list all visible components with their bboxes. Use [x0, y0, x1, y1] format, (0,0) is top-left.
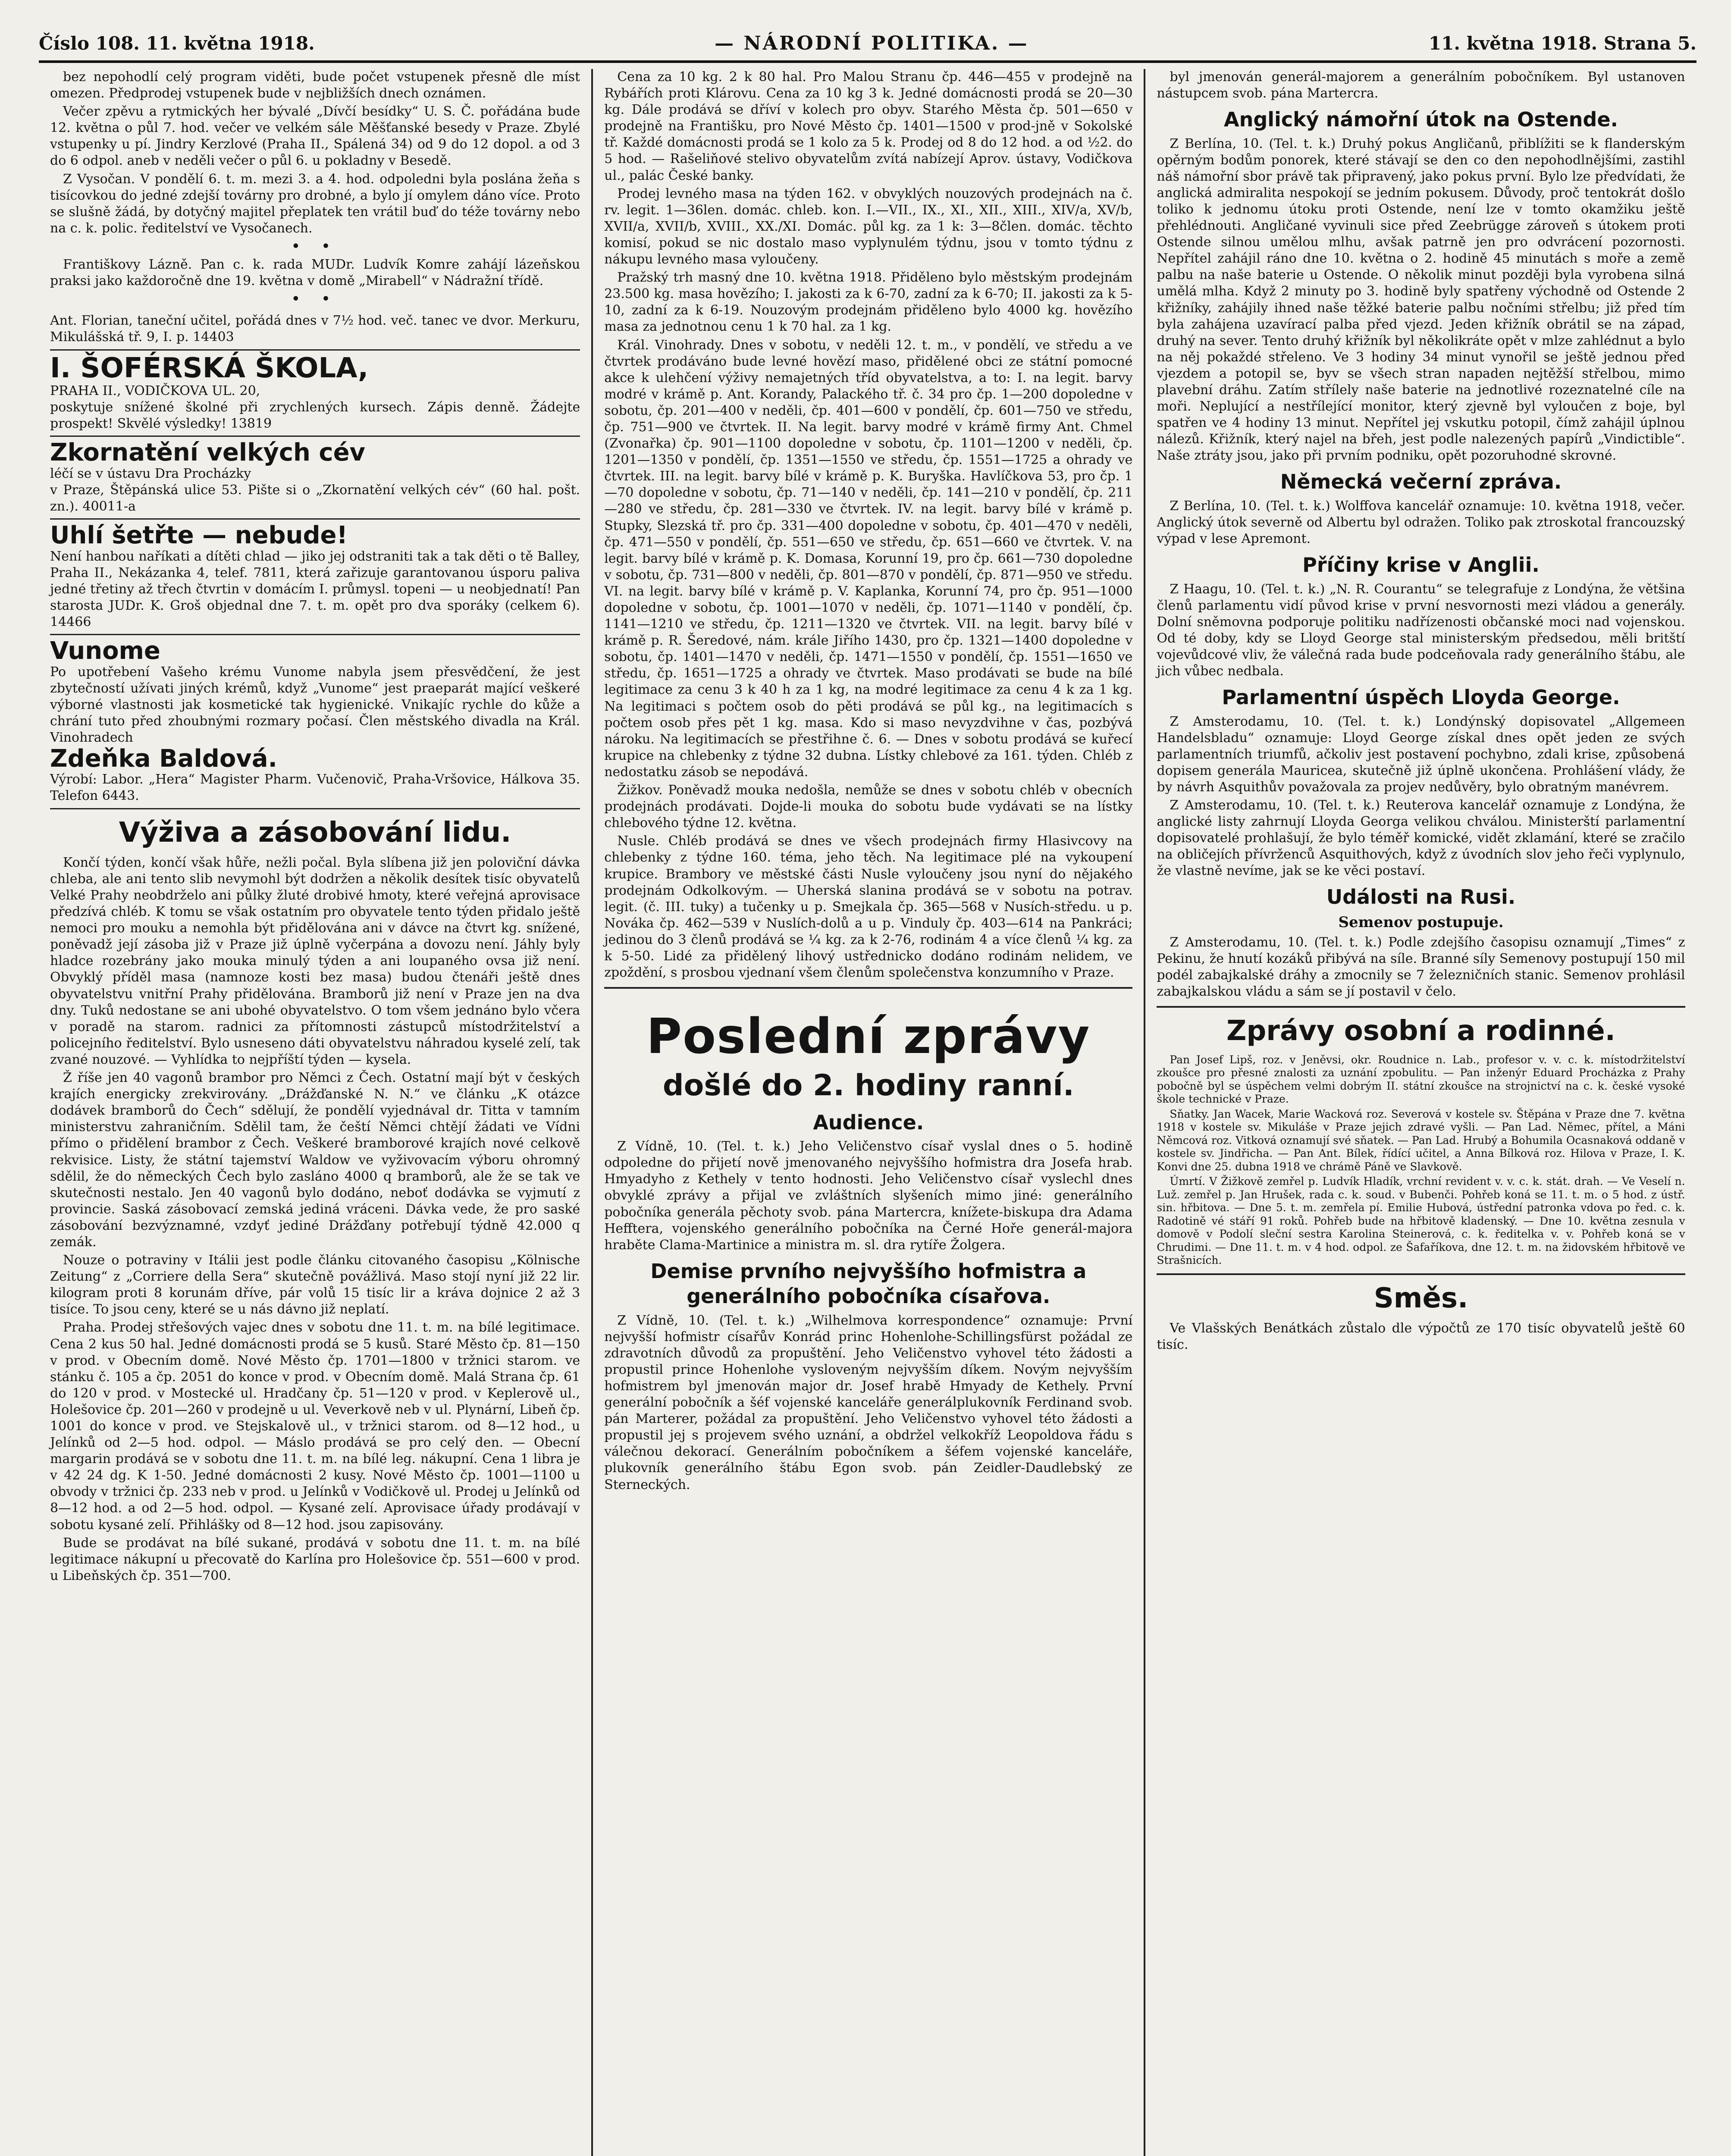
- ad-text: poskytuje snížené školné při zrychlených kursech. Zápis denně. Žádejte prospekt! Skvělé výsledky! 13819: [50, 399, 580, 431]
- ad-signature: Zdeňka Baldová.: [50, 744, 277, 773]
- paragraph: Nusle. Chléb prodává se dnes ve všech prodejnách firmy Hlasivcovy na chlebenky z týdne 160. téma, jeho těch. Na legitimace plé na vykoupení krupice. Brambory ve městské části Nusle vyloučeny jsou nyní do nějakého prodejnám Odkolkovým. — Uherská slanina prodává se v sobotu na potrav. legit. (č. III. tuky) a tučenky u p. Smejkala čp. 365—568 v Nusích-středu. u p. Nováka čp. 462—539 v Nuslích-dolů a u p. Vinduly čp. 403—614 na Pankráci; jedinou do 3 členů prodává se ¼ kg. za k 2-76, rodinám 4 a více členů ¼ kg. za k 5-50. Lidé za přidělený lihový ustřednicko dodáno rodinám nelidem, ve zpoždění, s prosbou vjednaní všem členům společenstva konzumního v Praze.: [604, 834, 1133, 981]
- column-2: [591, 69, 1144, 2156]
- paragraph: Sňatky. Jan Wacek, Marie Wacková roz. Severová v kostele sv. Štěpána v Praze dne 7. května 1918 v kostele sv. Mikuláše v Praze jejich zdravé vyšli. — Pan Lad. Němec, přítel, a Máni Němcová roz. Vitková oznamují své sňatek. — Pan Lad. Hrubý a Bohumila Ocasnaková oddaně v kostele sv. Jindřicha. — Pan Ant. Bílek, řídící učitel, a Anna Bílková roz. Hilova v Praze, I. K. Konvi dne 25. dubna 1918 ve chrámě Páně ve Slavkově.: [1157, 1107, 1685, 1173]
- divider: [1157, 1273, 1685, 1275]
- paragraph: Z Berlína, 10. (Tel. t. k.) Druhý pokus Angličanů, přiblížiti se k flanderským opěrným bodům ponorek, které stávají se den co den nepohodlnějšími, zastihl náš námořní sbor právě tak připravený, jako pokus první. Bylo lze předvídati, že anglická admiralita nespokojí se jedním pokusem. Důvody, proč tentokrát došlo toliko k jednomu útoku proti Ostende, není lze v tomto okamžiku ještě přehlédnouti. Angličané vyvinuli sice před Zeebrügge zároveň s útokem proti Ostende silnou umělou mlhu, avšak patrně jen pro odvrácení pozornosti. Nepřítel zahájil ráno dne 10. května o 2. hodině 45 minutách s moře a země palbu na naše baterie u Ostende. O několik minut později byla vyrobena silná umělá mlha. Když 2 minuty po 3. hodině byly spatřeny východně od Ostende 2 křižníky, zahájily ihned naše těžké baterie palbu nočními střelbu; již před tím byla zahájena uzavírací palba před vjezd. Jeden křižník obrátil se na západ, druhý na sever. Tento druhý křižník byl několikráte opět v mlze zahlédnut a bylo na něj pokaždé střeleno. Ve 3 hodiny 34 minut vynořil se ještě jednou před vjezdem a potopil se, byv se všech stran napaden nejtěžší střelbou, mimo plavební dráhu. Zatím střílely naše baterie na jednotlivé rozeznatelné cíle na moři. Neplující a nestřílející monitor, který zjevně byl vyloučen z boje, byl spatřen ve 4 hodiny 13 minut. Nepřítel jej vskutku potopil, čímž zahájil úplnou nálezů. Křižník, který najel na břeh, jest podle nalezených papírů „Vindictible“. Naše ztráty jsou, jako při prvním podniku, opět pozoruhodné skrovné.: [1157, 136, 1685, 464]
- page-header: [39, 30, 1697, 63]
- ad-title: Vunome: [50, 637, 160, 665]
- latest-news-heading: Poslední zprávy: [646, 1009, 1091, 1065]
- header-date-page: 11. května 1918. Strana 5.: [1428, 32, 1697, 54]
- article-heading: Parlamentní úspěch Lloyda George.: [1222, 686, 1620, 709]
- ad-subtitle: léčí se v ústavu Dra Procházky: [50, 466, 251, 481]
- paragraph: Cena za 10 kg. 2 k 80 hal. Pro Malou Stranu čp. 446—455 v prodejně na Rybářích proti Klárovu. Cena za 10 kg 3 k. Jedné domácnosti prodá se 20—30 kg. Dále prodává se dříví v kolech pro obyv. Starého Města čp. 501—650 v prodejně na Františku, pro Nové Město čp. 1401—1500 v prod-jně v Sokolské tř. Každé domácnosti prodá se 1 kolo za 5 k. Prodej od 8 do 12 hod. a od ½2. do 5 hod. — Rašeliňové stelivo obyvatelům zvítá nabízejí Aprov. ústavy, Vodičkova ul., palác České banky.: [604, 69, 1133, 183]
- paragraph: Z Amsterodamu, 10. (Tel. t. k.) Podle zdejšího časopisu oznamují „Times“ z Pekinu, že hnutí kozáků přibývá na síle. Branné síly Semenovy postupují 150 mil podél zabajkalské dráhy a zmocnily se 7 železničních stanic. Semenov prohlásil zabajkalskou vládu a sám se jí postavil v čelo.: [1157, 935, 1685, 1000]
- masthead-title: — NÁRODNÍ POLITIKA. —: [715, 32, 1029, 54]
- paragraph: Bude se prodávat na bílé sukané, prodává v sobotu dne 11. t. m. na bílé legitimace nákupní u přecovatě do Karlína pro Holešovice čp. 551—600 v prod. u Libeňských čp. 351—700.: [50, 1535, 580, 1583]
- ad-title: Uhlí šetřte — nebude!: [50, 521, 348, 550]
- paragraph: Z Amsterodamu, 10. (Tel. t. k.) Londýnský dopisovatel „Allgemeen Handelsbladu“ oznamuje: Lloyd George získal dnes opět jeden ze svých parlamentních triumfů, ačkoliv jest postavení pochybno, zdali krise, způsobená dopisem generála Mauricea, skutečně již úplně ukončena. Prohlášení vlády, že by návrh Asquithův považovala za projev nedůvěry, bylo obratným manévrem.: [1157, 714, 1685, 795]
- paragraph: Z Berlína, 10. (Tel. t. k.) Wolffova kancelář oznamuje: 10. května 1918, večer. Anglický útok severně od Albertu byl odražen. Toliko pak ztroskotal francouzský výpad v lese Apremont.: [1157, 498, 1685, 547]
- paragraph: Pražský trh masný dne 10. května 1918. Přiděleno bylo městským prodejnám 23.500 kg. masa hovězího; I. jakosti za k 6-70, zadní za k 6-70; II. jakosti za k 5-10, zadní za k 6-19. Nouzovým prodejnám přiděleno bylo 4000 kg. hovězího masa za jednotnou cenu 1 k 70 hal. za 1 kg.: [604, 270, 1133, 335]
- columns: [39, 69, 1697, 2156]
- ad-text: Ant. Florian, taneční učitel, pořádá dnes v 7½ hod. več. tanec ve dvor. Merkuru, Mikulášská tř. 9, I. p. 14403: [50, 313, 580, 345]
- article-heading: Demise prvního nejvyššího hofmistra a generálního pobočníka císařova.: [650, 1259, 1087, 1308]
- paragraph: Ž říše jen 40 vagonů brambor pro Němci z Čech. Ostatní mají být v českých krajích energicky zrekvirovány. „Drážďanské N. N.“ ve článku „K otázce dodávek bramborů do Čech“ sdělují, že pondělí vyjednával dr. Titta v tamním ministerstvu zahraničním. Sdělil tam, že čeští Němci chtějí žádati ve Vídni přímo o přidělení brambor z Čech. Veškeré bramborové krajích nové celkově rekvisice. Listy, že státní tajemství Waldow ve vyživovacím výboru ohromný sdělil, že do německých Čech bylo zasláno 4000 q bramborů, ale že se tak ve skutečnosti nestalo. Jen 40 vagonů bylo dodáno, neboť dodávka se vyjmutí z provincie. Saská zásobovací zemská jediná vráceni. Dávka vede, že pro saské zásobování bezvýznamné, vzdyť jediné Drážďany potřebují týdně 42.000 q zemák.: [50, 1070, 580, 1250]
- paragraph: Ve Vlašských Benátkách zůstalo dle výpočtů ze 170 tisíc obyvatelů ještě 60 tisíc.: [1157, 1320, 1685, 1353]
- article-subheading: Semenov postupuje.: [1338, 913, 1504, 931]
- ad-text: Po upotřebení Vašeho krému Vunome nabyla jsem přesvědčení, že jest zbytečností užívati jiných krémů, když „Vunome“ jest praeparát mající veškeré výborné vlastnosti jak kosmetické tak hygienické. Vnikajíc rychle do kůže a chrání tuto před zhoubnými rozmary počasí. Člen městského divadla na Král. Vinohradech: [50, 664, 580, 746]
- divider: [1157, 1006, 1685, 1008]
- section-heading: Směs.: [1374, 1282, 1468, 1314]
- section-heading: Zprávy osobní a rodinné.: [1226, 1015, 1615, 1047]
- paragraph: Úmrtí. V Žižkově zemřel p. Ludvík Hladík, vrchní revident v. v. c. k. stát. drah. — Ve Veselí n. Luž. zemřel p. Jan Hrušek, rada c. k. soud. v Bubenči. Pohřeb koná se 11. t. m. o 5 hod. z ústř. sin. hřbitova. — Dne 5. t. m. zemřela pí. Emilie Hubová, ústřední patronka vdova po řed. c. k. Radotině vé stáří 91 roků. Pohřeb bude na hřbitově kladenský. — Dne 10. května zesnula v domově v Podolí sleční sestra Karolina Steinerová, c. k. ředitelka v. v. Pohřeb koná se v Chrudimi. — Dne 11. t. m. v 4 hod. odpol. ze Šafaříkova, dne 12. t. m. na židovském hřbitově ve Strašnicích.: [1157, 1175, 1685, 1267]
- column-3: [1144, 69, 1696, 2156]
- latest-news-subheading: došlé do 2. hodiny ranní.: [662, 1069, 1074, 1103]
- paragraph: Král. Vinohrady. Dnes v sobotu, v neděli 12. t. m., v pondělí, ve středu a ve čtvrtek prodáváno bude levné hovězí maso, přidělené obci ze státní pomocné akce k ulehčení výživy nemajetných tříd obyvatelstva, a to: I. na legit. barvy modré v krámě p. Ant. Korandy, Palackého tř. č. 34 pro čp. 1—200 dopoledne v sobotu, čp. 201—400 v neděli, čp. 401—600 v pondělí, čp. 601—750 ve středu, čp. 751—900 ve čtvrtek. II. Na legit. barvy modré v krámě firmy Ant. Chmel (Zvonařka) čp. 901—1100 dopoledne v sobotu, čp. 1101—1200 v neděli, čp. 1201—1350 v pondělí, čp. 1351—1550 ve středu, čp. 1551—1725 a ohrady ve čtvrtek. III. na legit. barvy bílé v krámě p. K. Buryška. Havlíčkova 53, pro čp. 1—70 dopoledne v sobotu, čp. 71—140 v neděli, čp. 141—210 v pondělí, čp. 211—280 ve středu, čp. 281—330 ve čtvrtek. IV. na legit. barvy bílé v krámě p. Stupky, Slezská tř. pro čp. 331—400 dopoledne v sobotu, čp. 401—470 v neděli, čp. 471—550 v pondělí, čp. 551—650 ve středu, čp. 651—660 ve čtvrtek. V. na legit. barvy bílé v krámě p. K. Domasa, Korunní 19, pro čp. 661—730 dopoledne v sobotu, čp. 731—800 v neděli, čp. 801—870 v pondělí, čp. 871—950 ve středu. VI. na legit. barvy bílé v krámě p. V. Kaplanka, Korunní 74, pro čp. 951—1000 dopoledne v sobotu, čp. 1001—1070 v neděli, čp. 1071—1140 v pondělí, čp. 1141—1210 ve středu, čp. 1211—1320 ve čtvrtek. VII. na legit. barvy bílé v krámě p. R. Šeredové, nám. krále Jiřího 1430, pro čp. 1321—1400 dopoledne v sobotu, čp. 1401—1470 v neděli, čp. 1471—1550 v pondělí, čp. 1551—1650 ve středu, čp. 1651—1725 a ohrady ve čtvrtek. Maso prodávati se bude na bílé legitimace za cenu 3 k 40 h za 1 kg, na modré legitimace za cenu 4 k za 1 kg. Na legitimaci s počtem osob do pěti prodává se půl kg., na legitimacích s počtem osob přes pět 1 kg. masa. Kdo si maso nevyzdvihne v čas, pozbývá nároku. Na legitimacích se přestřihne č. 6. — Dnes v sobotu prodává se kuřecí krupice na chlebenky z týdne 32 dubna. Lístky chlebové za 161. týden. Chléb z nedostatku zásob se nepodává.: [604, 337, 1133, 780]
- paragraph: Z Vysočan. V pondělí 6. t. m. mezi 3. a 4. hod. odpoledni byla poslána žeňa s tisícovkou do jedné zdejší továrny pro drobné, a bylo jí omylem dáno více. Proto se slušně žádá, by dotyčný majitel přeplatek ten vrátil buď do téže továrny nebo na c. k. polic. ředitelství ve Vysočanech.: [50, 171, 580, 236]
- ad-uhli: [50, 520, 580, 635]
- article-heading: Události na Rusi.: [1326, 885, 1516, 909]
- separator: • •: [292, 238, 339, 254]
- personal-notes: [1157, 1053, 1685, 1267]
- paragraph: Nouze o potraviny v Itálii jest podle článku citovaného časopisu „Kölnische Zeitung“ z „Corriere della Sera“ skutečně povážlivá. Maso stojí nyní již 22 lir. kilogram proti 8 korunám dříve, pár volů 15 tisíc lir a kráva dojnice 2 až 3 tisíce. To jsou ceny, které se u nás dávno již neplatí.: [50, 1253, 580, 1317]
- ad-florian: [50, 309, 580, 350]
- paragraph: Z Haagu, 10. (Tel. t. k.) „N. R. Courantu“ se telegrafuje z Londýna, že většina členů parlamentu vidí původ krise v první nesvornosti mezi vládou a generály. Dolní sněmovna podporuje politiku nadřízenosti občanské moci nad vojenskou. Od té doby, kdy se Lloyd George stal ministerským předsedou, měli britští vojevůdcové vliv, že válečná rada bude podceňovala rady generálního štábu, ale jich vůbec nedbala.: [1157, 581, 1685, 679]
- paragraph: bez nepohodlí celý program viděti, bude počet vstupenek přesně dle míst omezen. Předprodej vstupenek bude v nejbližších dnech oznámen.: [50, 69, 580, 101]
- paragraph: Pan Josef Lipš, roz. v Jeněvsi, okr. Roudnice n. Lab., profesor v. v. c. k. místodržitelství zkoušce pro přesné znalosti za uznání zpobulitu. — Pan inženýr Eduard Procházka z Prahy pobočně byl se úspěchem velmi dobrým II. státní zkoušce na strojnictví na c. k. české vysoké škole technické v Praze.: [1157, 1053, 1685, 1106]
- paragraph: Prodej levného masa na týden 162. v obvyklých nouzových prodejnách na č. rv. legit. 1—36len. domác. chleb. kon. I.—VII., IX., XI., XII., XIII., XIV/a, XV/b, XVII/a, XVII/b, XVIII., XX./XI. Domác. půl kg. za 1 k: 3—8člen. domác. těchto komisí, pokud se nic dostalo maso vyplynulém týdnu, jsou v tomto týdnu z nákupu levného masa vyloučeny.: [604, 186, 1133, 267]
- ad-footer: Výrobí: Labor. „Hera“ Magister Pharm. Vučenovič, Praha-Vršovice, Hálkova 35. Telefon 6443.: [50, 772, 580, 804]
- divider: [604, 987, 1132, 989]
- paragraph: Františkovy Lázně. Pan c. k. rada MUDr. Ludvík Komre zahájí lázeňskou praksi jako každoročně dne 19. května v domě „Mirabell“ v Nádražní třídě.: [50, 257, 580, 289]
- article-heading: Anglický námořní útok na Ostende.: [1224, 108, 1618, 132]
- ad-zkornateni: [50, 437, 580, 520]
- ad-title: I. ŠOFÉRSKÁ ŠKOLA,: [50, 352, 369, 384]
- paragraph: Z Vídně, 10. (Tel. t. k.) „Wilhelmova korrespondence“ oznamuje: První nejvyšší hofmistr císařův Konrád princ Hohenlohe-Schillingsfürst požádal ze zdravotních důvodů za propuštění. Jeho Veličenstvo vyhovel této žádosti a propustil prince Hohenlohe vysloveným nejvyšším díkem. Novým nejvyšším hofmistrem byl jmenován major dr. Josef hrabě Hmyady de Kethely. První generální pobočník a šéf vojenské kanceláře generálplukovník Ferdinand svob. pán Marterer, požádal za propuštění. Jeho Veličenstvo vyhovel této žádosti a propustil jej s projevem svého uznání, a obdržel velkokříž Leopoldova řádu s válečnou dekorací. Generálním pobočníkem a šéfem vojenské kanceláře, plukovník generálního štábu Egon svob. pán Zeidler-Daudlebský ze Sterneckých.: [604, 1313, 1133, 1492]
- ad-address: PRAHA II., VODIČKOVA UL. 20,: [50, 383, 260, 398]
- paragraph: Z Amsterodamu, 10. (Tel. t. k.) Reuterova kancelář oznamuje z Londýna, že anglické listy zahrnují Lloyda Georga velikou chválou. Ministerští parlamentní dopisovatelé prohlašují, že bylo téměř komické, vidět zklamání, které se zračilo na obličejích přívrženců Asquithových, když z úvodních slov jeho řeči vyplynulo, že vlastně nevíme, jak se ke věci postaví.: [1157, 798, 1685, 879]
- ad-title: Zkornatění velkých cév: [50, 438, 366, 467]
- paragraph: Z Vídně, 10. (Tel. t. k.) Jeho Veličenstvo císař vyslal dnes o 5. hodině odpoledne do přijetí nově jmenovaného nejvyššího hofmistra dra Josefa hrab. Hmyadyho z Kethely v tento hodnosti. Jeho Veličenstvo císař vyslechl dnes obvyklé zprávy a přijal ve zvláštních slyšeních mimo jiné: generálního pobočníka generála pěchoty svob. pána Martercra, knížete-biskupa dra Adama Hefftera, vojenského generálního pobočníka na Černé Hoře generál-majora hraběte Clama-Martinice a ministra m. sl. dra rytíře Žolgera.: [604, 1139, 1133, 1253]
- ad-text: v Praze, Štěpánská ulice 53. Pište si o „Zkornatění velkých cév“ (60 hal. pošt. zn.). 40011-a: [50, 482, 580, 514]
- column-1: [39, 69, 591, 2156]
- ad-vunome: [50, 635, 580, 809]
- paragraph: Končí týden, končí však hůře, nežli počal. Byla slíbena již jen poloviční dávka chleba, ale ani tento slib nevymohl být dodržen a několik desítek tisíc obyvatelů Velké Prahy neobdrželo ani půlky žluté drobivé hmoty, které veřejná aprovisace předzívá chléb. K tomu se však ostatním pro obyvatele tento týden přidalo ještě nemoci pro mouku a nemohla být přidělována ani v dávce na čtvrt kg. snížené, poněvadž její zásoba již v Praze již úplně vyčerpána a dovozu není. Jáhly byly hladce rozebrány jako mouka minulý týden a ani loupaného ovsa již není. Obvyklý příděl masa (namnoze kosti bez masa) budou čtenáři ještě dnes obyvatelstvu vnitřní Prahy přidělována. Bramborů již není v Praze jen na dva dny. Tuků nedostane se ani ubohé obyvatelstvo. O tom všem jednáno bylo včera v poradě na starom. radnici za přítomnosti zástupců místodržitelství a policejního ředitelství. Bylo usneseno dáti obyvatelstvu náhradou kyselé zelí, tak zvané nouzové. — Vyhlídka to nejpříští týden — kysela.: [50, 855, 580, 1067]
- article-heading: Příčiny krise v Anglii.: [1302, 553, 1540, 577]
- ad-soferska-skola: [50, 351, 580, 437]
- article-heading: Německá večerní zpráva.: [1280, 470, 1562, 494]
- ad-text: Není hanbou naříkati a dítěti chlad — jiko jej odstraniti tak a tak děti o tě Balley, Praha II., Nekázanka 4, telef. 7811, která zařizuje garantovanou úsporu paliva jedné třetiny až třech čtvrtin v domácím I. průmysl. topeni — u neobjednatí! Pan starosta JUDr. K. Groš objednal dne 7. t. m. opět pro dva sporáky (celkem 6). 14466: [50, 548, 580, 630]
- paragraph: byl jmenován generál-majorem a generálním pobočníkem. Byl ustanoven nástupcem svob. pána Martercra.: [1157, 69, 1685, 101]
- paragraph: Praha. Prodej střešových vajec dnes v sobotu dne 11. t. m. na bílé legitimace. Cena 2 kus 50 hal. Jedné domácnosti prodá se 5 kusů. Staré Město čp. 81—150 v prod. v Obecním domě. Nové Město čp. 1701—1800 v tržnici starom. ve stánku č. 105 a čp. 2051 do konce v prod. v Obecním domě. Malá Strana čp. 61 do 120 v prod. v Mostecké ul. Hradčany čp. 51—120 v prod. v Keplerově ul., Holešovice čp. 201—260 v prodejně u ul. Veverkově neb v ul. Plynární, Libeň čp. 1001 do konce v prod. ve Stejskalově ul., v tržnici starom. od 8—12 hod., u Jelínků od 2—5 hod. odpol. — Máslo prodává se pro celý den. — Obecní margarin prodává se v sobotu dne 11. t. m. na bílé leg. nákupní. Cena 1 libra je v 42 24 dg. K 1-50. Jedné domácnosti 2 kusy. Nové Město čp. 1001—1100 u obvody v tržnici čp. 233 neb v prod. u Jelínků v Vodičkově ul. Prodej u Jelínků od 8—12 hod. a od 2—5 hod. odpol. — Kysané zelí. Aprovisace úřady prodávají v sobotu kysané zelí. Přihlášky od 8—12 hod. jsou zapisovány.: [50, 1320, 580, 1532]
- header-issue: Číslo 108. 11. května 1918.: [39, 32, 315, 54]
- separator: • •: [292, 291, 339, 307]
- article-heading: Audience.: [813, 1110, 924, 1134]
- section-heading: Výživa a zásobování lidu.: [119, 816, 511, 849]
- paragraph: Žižkov. Poněvadž mouka nedošla, nemůže se dnes v sobotu chléb v obecních prodejnách prodávati. Dojde-li mouka do sobotu bude vydávati se na lístky chlebového týdne 12. května.: [604, 783, 1133, 831]
- paragraph: Večer zpěvu a rytmických her bývalé „Dívčí besídky“ U. S. Č. pořádána bude 12. května o půl 7. hod. večer ve velkém sále Měšťanské besedy v Praze. Zbylé vstupenky u pí. Jindry Kerzlové (Praha II., Spálená 34) od 9 do 12 dopol. a od 3 do 6 odpol. aneb v neděli večer o půl 6. u pokladny v Besedě.: [50, 104, 580, 169]
